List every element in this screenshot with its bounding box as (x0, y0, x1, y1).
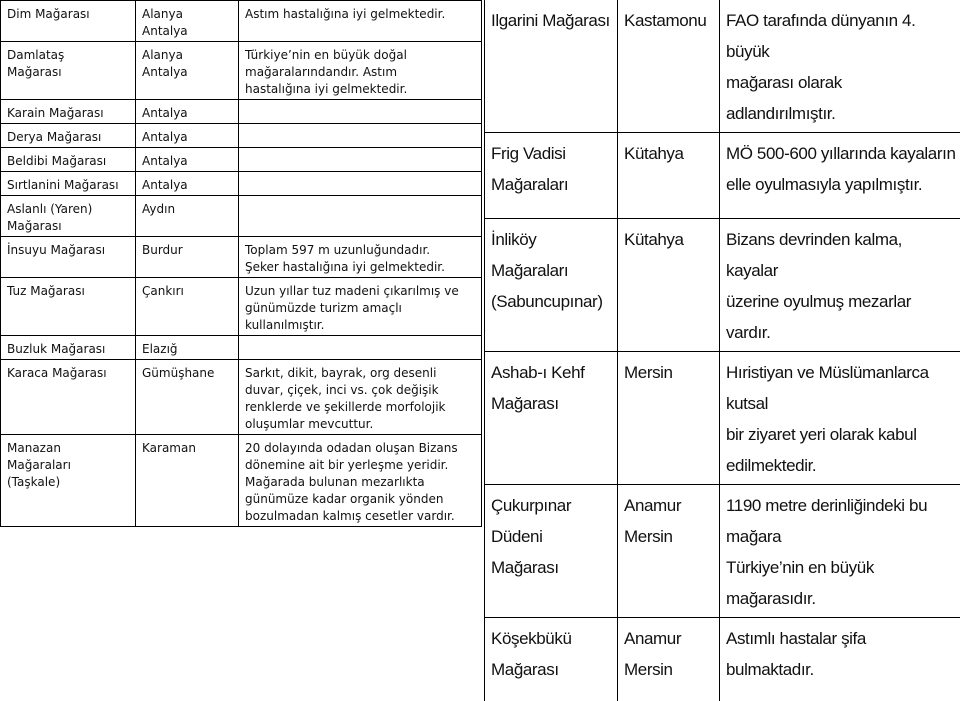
cave-row (1, 336, 482, 360)
cave-row (1, 435, 482, 527)
cave-note-cell: MÖ 500-600 yıllarında kayaların elle oyulmasıyla yapılmıştır. (720, 133, 960, 219)
cave-note-cell (239, 148, 482, 172)
cave-name-cell: Damlataş Mağarası (1, 42, 136, 100)
cave-location-cell: Antalya (136, 100, 239, 124)
cave-name-cell: Karain Mağarası (1, 100, 136, 124)
cave-note-cell: Sarkıt, dikit, bayrak, org desenli duvar, çiçek, inci vs. çok değişik renklerde ve şekillerde morfolojik oluşumlar mevcuttur. (239, 360, 482, 435)
cave-location-cell: Kastamonu (618, 0, 720, 133)
cave-name-cell: İnliköy Mağaraları (Sabuncupınar) (485, 219, 618, 352)
cave-note-cell (239, 124, 482, 148)
cave-row (1, 360, 482, 435)
cave-name-cell: Manazan Mağaraları (Taşkale) (1, 435, 136, 527)
cave-row (485, 485, 960, 618)
cave-name-cell: Beldibi Mağarası (1, 148, 136, 172)
cave-name-cell: Sırtlanini Mağarası (1, 172, 136, 196)
cave-note-cell (239, 336, 482, 360)
cave-location-cell: Mersin (618, 352, 720, 485)
cave-note-cell: Türkiye’nin en büyük doğal mağaralarındandır. Astım hastalığına iyi gelmektedir. (239, 42, 482, 100)
cave-location-cell: Alanya Antalya (136, 42, 239, 100)
cave-name-cell: Köşekbükü Mağarası (485, 618, 618, 701)
cave-note-cell: Uzun yıllar tuz madeni çıkarılmış ve günümüzde turizm amaçlı kullanılmıştır. (239, 278, 482, 336)
cave-row (1, 1, 482, 42)
cave-name-cell: Frig Vadisi Mağaraları (485, 133, 618, 219)
cave-note-cell (239, 172, 482, 196)
cave-location-cell: Aydın (136, 196, 239, 237)
cave-location-cell: Elazığ (136, 336, 239, 360)
cave-row (1, 100, 482, 124)
cave-row (1, 42, 482, 100)
cave-row (485, 618, 960, 701)
cave-row (1, 124, 482, 148)
cave-row (1, 278, 482, 336)
cave-name-cell: Ilgarini Mağarası (485, 0, 618, 133)
cave-row (1, 172, 482, 196)
cave-location-cell: Anamur Mersin (618, 618, 720, 701)
cave-name-cell: Karaca Mağarası (1, 360, 136, 435)
cave-name-cell: Derya Mağarası (1, 124, 136, 148)
cave-location-cell: Antalya (136, 148, 239, 172)
cave-row (485, 0, 960, 133)
cave-row (485, 219, 960, 352)
cave-location-cell: Anamur Mersin (618, 485, 720, 618)
cave-row (485, 352, 960, 485)
cave-location-cell: Gümüşhane (136, 360, 239, 435)
cave-note-cell (239, 196, 482, 237)
cave-name-cell: Ashab-ı Kehf Mağarası (485, 352, 618, 485)
cave-name-cell: Buzluk Mağarası (1, 336, 136, 360)
cave-note-cell (239, 100, 482, 124)
cave-location-cell: Karaman (136, 435, 239, 527)
cave-location-cell: Antalya (136, 172, 239, 196)
caves-table-right (484, 0, 960, 701)
cave-name-cell: Dim Mağarası (1, 1, 136, 42)
cave-note-cell: 1190 metre derinliğindeki bu mağara Türkiye’nin en büyük mağarasıdır. (720, 485, 960, 618)
cave-name-cell: Aslanlı (Yaren) Mağarası (1, 196, 136, 237)
cave-location-cell: Kütahya (618, 219, 720, 352)
cave-row (485, 133, 960, 219)
cave-location-cell: Kütahya (618, 133, 720, 219)
cave-row (1, 148, 482, 172)
cave-name-cell: Tuz Mağarası (1, 278, 136, 336)
cave-location-cell: Antalya (136, 124, 239, 148)
cave-name-cell: İnsuyu Mağarası (1, 237, 136, 278)
cave-note-cell: 20 dolayında odadan oluşan Bizans dönemine ait bir yerleşme yeridir. Mağarada bulunan mezarlıkta günümüze kadar organik yönden bozulmadan kalmış cesetler vardır. (239, 435, 482, 527)
cave-note-cell: Toplam 597 m uzunluğundadır. Şeker hastalığına iyi gelmektedir. (239, 237, 482, 278)
cave-row (1, 237, 482, 278)
cave-note-cell: Bizans devrinden kalma, kayalar üzerine oyulmuş mezarlar vardır. (720, 219, 960, 352)
cave-note-cell: FAO tarafında dünyanın 4. büyük mağarası olarak adlandırılmıştır. (720, 0, 960, 133)
cave-note-cell: Hıristiyan ve Müslümanlarca kutsal bir ziyaret yeri olarak kabul edilmektedir. (720, 352, 960, 485)
cave-note-cell: Astım hastalığına iyi gelmektedir. (239, 1, 482, 42)
caves-table-left (0, 0, 482, 527)
cave-row (1, 196, 482, 237)
cave-location-cell: Burdur (136, 237, 239, 278)
cave-location-cell: Çankırı (136, 278, 239, 336)
cave-name-cell: Çukurpınar Düdeni Mağarası (485, 485, 618, 618)
cave-note-cell: Astımlı hastalar şifa bulmaktadır. (720, 618, 960, 701)
cave-location-cell: Alanya Antalya (136, 1, 239, 42)
